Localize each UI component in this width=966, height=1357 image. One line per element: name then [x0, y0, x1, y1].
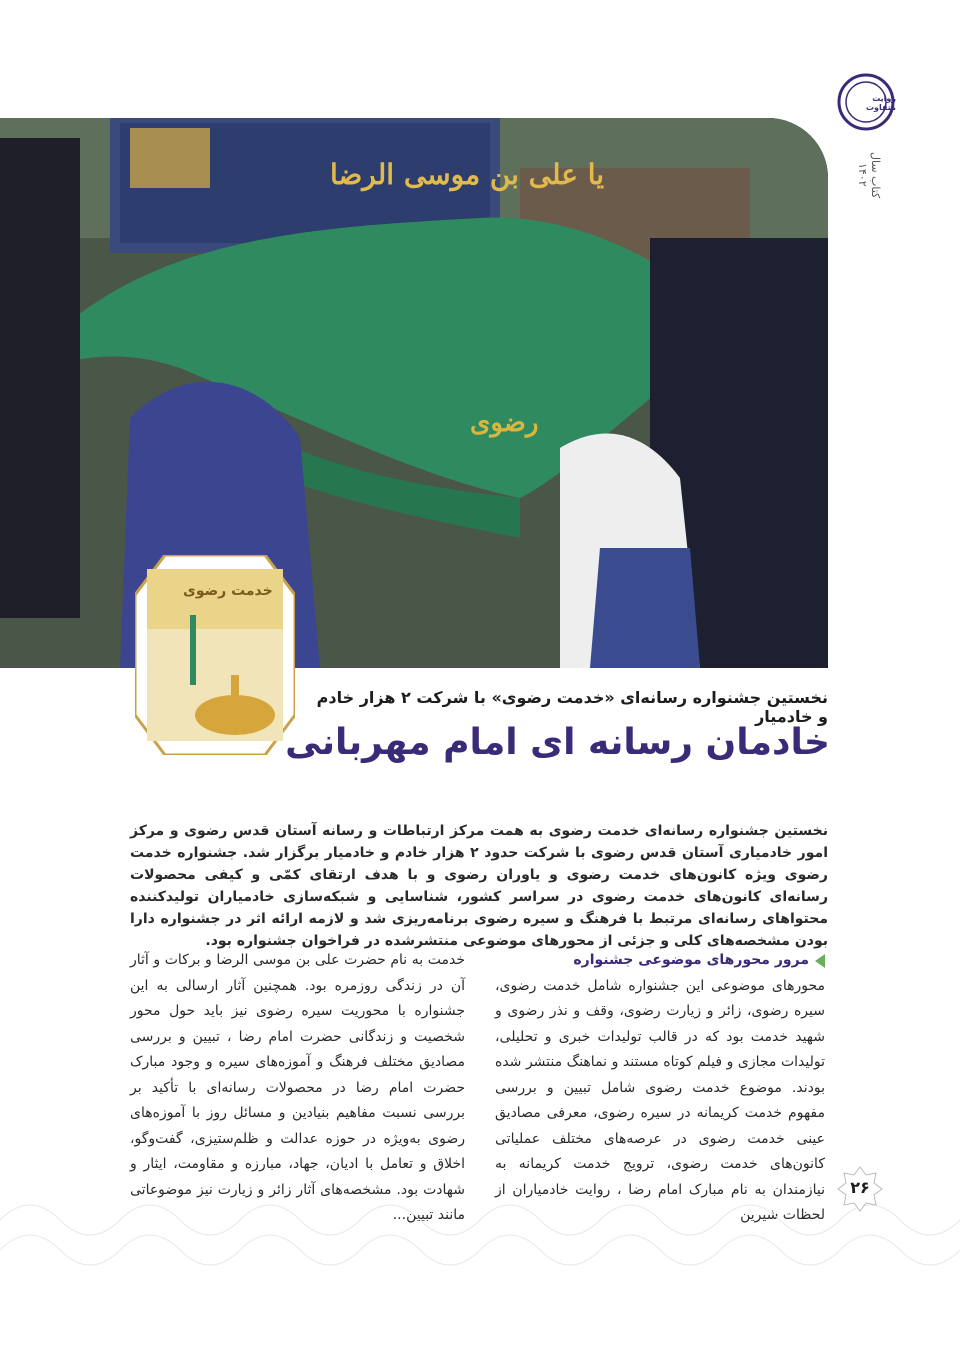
column-right-text: محورهای موضوعی این جشنواره شامل خدمت رضوی، سیره رضوی، زائر و زیارت رضوی، وقف و نذر رضوی و شهید خدمت بود که در قالب تولیدات خبری و تحلیلی، تولیدات مجازی و فیلم کوتاه مستند و نماهنگ منتشر شده بودند. موضوع خدمت رضوی شامل تبیین و بررسی مفهوم خدمت کریمانه در سیره رضوی، معرفی مصادیق عینی خدمت رضوی در عرصه‌های مختلف عملیاتی کانون‌های خدمت رضوی، ترویج خدمت کریمانه به نیازمندان به نام مبارک امام رضا ، روایت خادمیاران از لحظات شیرین: [495, 977, 825, 1223]
section-heading-text: مرور محورهای موضوعی جشنواره: [573, 952, 809, 968]
article-intro: نخستین جشنواره رسانه‌ای خدمت رضوی به همت مرکز ارتباطات و رسانه آستان قدس رضوی و مرکز امور خادمیاری آستان قدس رضوی با شرکت حدود ۲ هزار خادم و خادمیار برگزار شد. جشنواره خدمت رضوی ویژه کانون‌های خدمت رضوی و یاوران رضوی و با هدف ارتقای کمّی و کیفی محصولات رسانه‌ای کانون‌های خدمت رضوی در سراسر کشور، شناسایی و شبکه‌سازی خادمیاران تولیدکننده محتواهای رسانه‌ای مرتبط با فرهنگ و سیره رضوی برنامه‌ریزی شد و لازمه ارائه اثر در جشنواره دارا بودن مشخصه‌های کلی و جزئی از محورهای موضوعی منتشرشده در فراخوان جشنواره بود.: [130, 823, 828, 949]
footer-pattern: [0, 1160, 966, 1280]
poster-title: خدمت رضوی: [183, 583, 273, 599]
banner-text: یا علی بن موسی الرضا: [330, 158, 605, 191]
triangle-icon: [815, 954, 825, 968]
article-title: خادمان رسانه ای امام مهربانی: [285, 722, 830, 763]
column-left: خدمت به نام حضرت علی بن موسی الرضا و برکات و آثار آن در زندگی روزمره بود. همچنین آثار ارسالی به این جشنواره با محوریت سیره رضوی نیز باید حول محور شخصیت و زندگانی حضرت امام رضا ، تبیین و بررسی مصادیق مختلف فرهنگ و آموزه‌های سیره و وجود مبارک حضرت امام رضا در محصولات رسانه‌ای با تأکید بر بررسی نسبت مفاهیم بنیادین و مسائل روز با آموزه‌های رضوی به‌ویژه در حوزه عدالت و ظلم‌ستیزی، گفت‌وگو، اخلاق و تعامل با ادیان، جهاد، مبارزه و مقاومت، ایثار و شهادت بود. مشخصه‌های آثار زائر و زیارت نیز موضوعاتی مانند تبیین...: [130, 952, 465, 1223]
article-subtitle: نخستین جشنواره رسانه‌ای «خدمت رضوی» با شرکت ۲ هزار خادم و خادمیار: [316, 688, 828, 726]
logo-text: روایت متفاوت: [866, 94, 896, 112]
hero-photo: [0, 118, 828, 668]
side-label: کتاب سال ۱۴۰۲: [856, 151, 882, 199]
cloth-text: رضوی: [470, 408, 539, 438]
page-number: ۲۶: [850, 1178, 870, 1197]
section-heading: [495, 948, 825, 974]
magazine-logo: [836, 72, 896, 132]
